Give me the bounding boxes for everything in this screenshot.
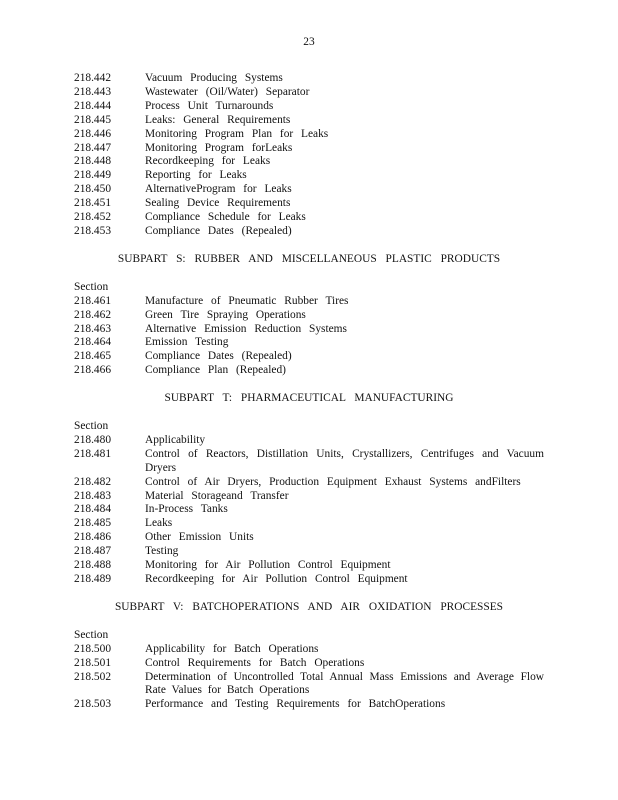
page-number: 23 (303, 36, 315, 48)
toc-entry (74, 183, 544, 197)
section-number: 218.465 (74, 350, 112, 363)
toc-entry (74, 448, 544, 476)
toc-entry (74, 323, 544, 337)
section-title: Other Emission Units (145, 531, 254, 544)
section-list-subpart-t (74, 434, 544, 587)
section-number: 218.500 (74, 642, 112, 655)
section-title: Performance and Testing Requirements for BatchOperations (145, 698, 446, 711)
toc-entry (74, 671, 544, 699)
section-title: In-Process Tanks (145, 503, 228, 516)
section-number: 218.486 (74, 531, 112, 544)
toc-entry (74, 698, 544, 712)
section-list-leaks (74, 72, 544, 239)
section-number: 218.446 (74, 127, 112, 140)
section-number: 218.502 (74, 670, 112, 683)
section-number: 218.445 (74, 113, 112, 126)
subpart-t-heading: SUBPART T: PHARMACEUTICAL MANUFACTURING (164, 392, 454, 405)
section-number: 218.501 (74, 656, 112, 669)
section-number: 218.483 (74, 489, 112, 502)
section-number: 218.488 (74, 559, 112, 572)
section-title: Alternative Emission Reduction Systems (145, 322, 347, 335)
section-number: 218.448 (74, 155, 112, 168)
section-title: Recordkeeping for Air Pollution Control Equipment (145, 573, 408, 585)
subpart-v-heading: SUBPART V: BATCHOPERATIONS AND AIR OXIDATION PROCESSES (114, 600, 504, 613)
section-title: Control of Reactors, Distillation Units, Crystallizers, Centrifuges and Vacuum Dryers (145, 447, 544, 474)
toc-entry (74, 573, 544, 587)
toc-entry (74, 545, 544, 559)
section-number: 218.452 (74, 211, 112, 224)
toc-entry (74, 155, 544, 169)
section-number: 218.442 (74, 72, 112, 84)
section-list-subpart-v (74, 643, 544, 713)
toc-entry (74, 225, 544, 239)
section-number: 218.462 (74, 308, 112, 321)
section-number: 218.484 (74, 503, 112, 516)
section-title: Monitoring Program forLeaks (145, 141, 293, 154)
table-of-contents (74, 72, 544, 712)
toc-entry (74, 128, 544, 142)
section-number: 218.447 (74, 141, 112, 154)
section-number: 218.443 (74, 85, 112, 98)
toc-entry (74, 476, 544, 490)
section-title: Material Storageand Transfer (145, 489, 289, 502)
section-title: Emission Testing (145, 336, 229, 349)
section-title: Compliance Schedule for Leaks (145, 211, 306, 224)
section-title: Determination of Uncontrolled Total Annual Mass Emissions and Average Flow Rate Values for Batch Operations (145, 670, 544, 697)
toc-entry (74, 309, 544, 323)
section-number: 218.453 (74, 224, 112, 237)
section-number: 218.463 (74, 322, 112, 335)
section-title: Compliance Plan (Repealed) (145, 364, 286, 377)
section-title: Leaks (145, 517, 173, 530)
toc-entry (74, 211, 544, 225)
toc-entry (74, 350, 544, 364)
section-number: 218.464 (74, 336, 112, 349)
section-number: 218.485 (74, 517, 112, 530)
toc-entry (74, 197, 544, 211)
toc-entry (74, 86, 544, 100)
section-number: 218.503 (74, 698, 112, 711)
section-title: Control Requirements for Batch Operations (145, 656, 365, 669)
section-title: Compliance Dates (Repealed) (145, 350, 292, 363)
section-title: Applicability for Batch Operations (145, 642, 319, 655)
section-title: Process Unit Turnarounds (145, 99, 274, 112)
toc-entry (74, 503, 544, 517)
section-number: 218.481 (74, 447, 112, 460)
section-title: Reporting for Leaks (145, 169, 247, 182)
toc-entry (74, 490, 544, 504)
toc-entry (74, 531, 544, 545)
section-title: Manufacture of Pneumatic Rubber Tires (145, 294, 349, 307)
section-number: 218.480 (74, 433, 112, 446)
toc-entry (74, 100, 544, 114)
toc-entry (74, 336, 544, 350)
section-number: 218.449 (74, 169, 112, 182)
section-label: Section (74, 420, 109, 433)
section-title: Monitoring Program Plan for Leaks (145, 127, 329, 140)
toc-entry (74, 517, 544, 531)
toc-entry (74, 364, 544, 378)
section-title: Vacuum Producing Systems (145, 72, 283, 84)
toc-entry (74, 72, 544, 86)
toc-entry (74, 295, 544, 309)
section-title: Sealing Device Requirements (145, 197, 291, 210)
section-title: Applicability (145, 433, 206, 446)
toc-entry (74, 142, 544, 156)
section-number: 218.489 (74, 573, 112, 585)
section-number: 218.466 (74, 364, 112, 377)
section-title: AlternativeProgram for Leaks (145, 183, 292, 196)
toc-entry (74, 169, 544, 183)
toc-entry (74, 657, 544, 671)
toc-entry (74, 434, 544, 448)
section-title: Leaks: General Requirements (145, 113, 291, 126)
section-number: 218.482 (74, 475, 112, 488)
subpart-s-heading: SUBPART S: RUBBER AND MISCELLANEOUS PLASTIC PRODUCTS (117, 252, 501, 265)
section-number: 218.450 (74, 183, 112, 196)
section-title: Recordkeeping for Leaks (145, 155, 271, 168)
section-title: Green Tire Spraying Operations (145, 308, 306, 321)
section-title: Compliance Dates (Repealed) (145, 224, 292, 237)
section-title: Control of Air Dryers, Production Equipment Exhaust Systems andFilters (145, 475, 521, 488)
toc-entry (74, 643, 544, 657)
toc-entry (74, 559, 544, 573)
section-number: 218.451 (74, 197, 112, 210)
section-label: Section (74, 280, 109, 293)
section-number: 218.461 (74, 294, 112, 307)
section-list-subpart-s (74, 295, 544, 378)
section-label: Section (74, 628, 109, 641)
section-title: Testing (145, 545, 179, 558)
section-number: 218.487 (74, 545, 112, 558)
section-title: Monitoring for Air Pollution Control Equipment (145, 559, 391, 572)
section-number: 218.444 (74, 99, 112, 112)
section-title: Wastewater (Oil/Water) Separator (145, 85, 310, 98)
toc-entry (74, 114, 544, 128)
